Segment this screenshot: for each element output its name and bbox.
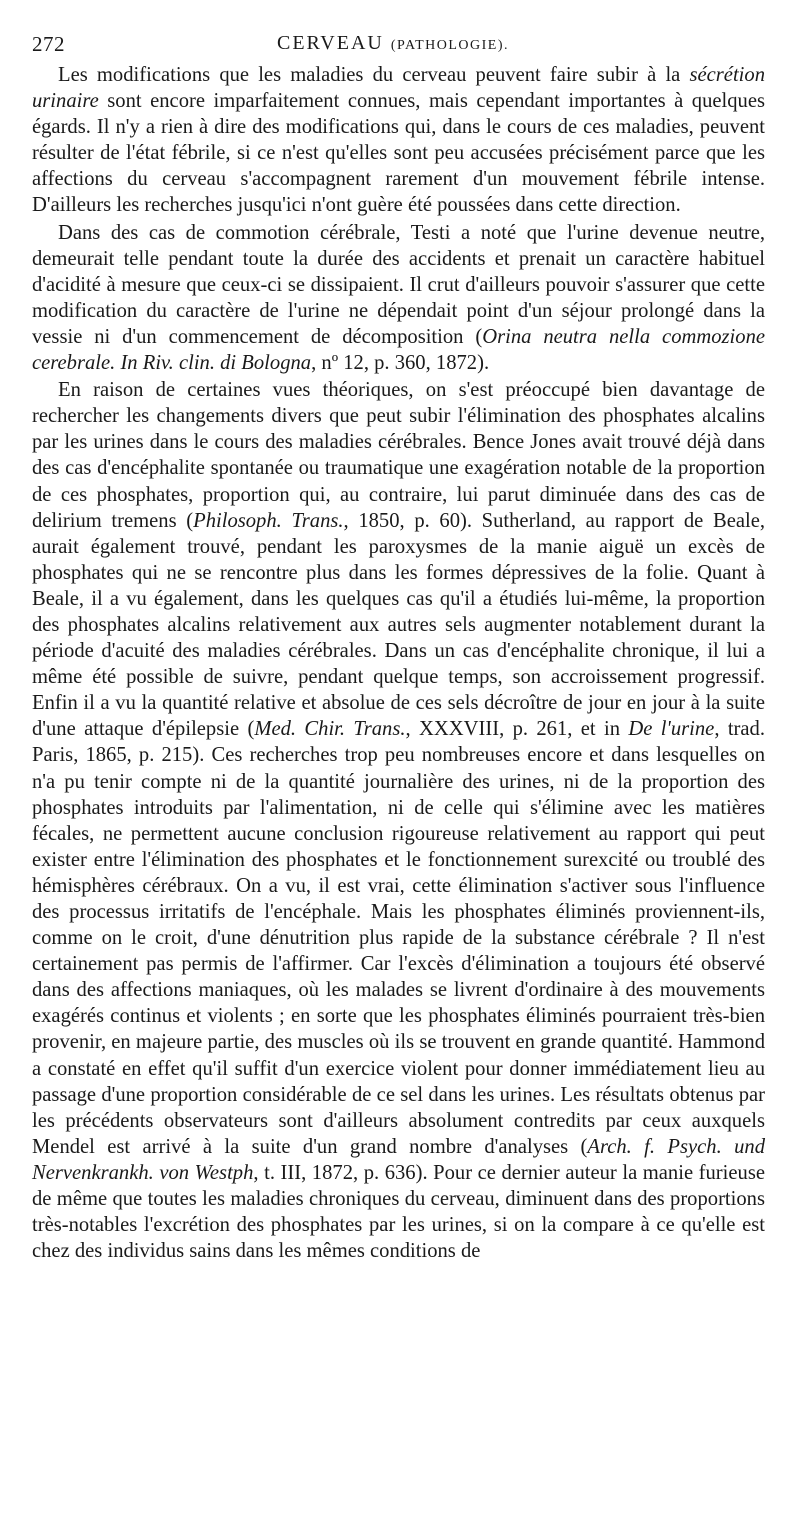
text-run: Dans des cas de commotion cérébrale, Testi a noté que l'urine devenue neutre, demeurait telle pendant toute la durée des accidents et prenait un caractère habituel d'acidité à mesure que ceux-ci se dissipaient. Il crut d'ailleurs pouvoir s'assurer que cette modification du caractère de l'urine ne dépendait point d'un séjour prolongé dans la vessie ni d'un commencement de décomposition ( — [32, 221, 765, 348]
italic-citation: De l'urine — [628, 718, 715, 741]
text-run: Les modifications que les maladies du cerveau peuvent faire subir à la — [58, 64, 690, 86]
italic-citation: sécrétion urinaire — [32, 64, 765, 113]
running-head-title: CERVEAU — [277, 32, 384, 54]
italic-citation: Orina neutra nella commozione cerebrale. In Riv. clin. di Bologna — [32, 325, 766, 375]
italic-citation: Philosoph. Trans. — [193, 509, 344, 532]
body-text — [32, 62, 765, 1264]
text-run: , nº 12, p. 360, 1872). — [311, 352, 490, 375]
text-run: En raison de certaines vues théoriques, on s'est préoccupé bien davantage de rechercher les changements divers que peut subir l'élimination des phosphates alcalins par les urines dans le cours des maladies cérébrales. Bence Jones avait trouvé déjà dans des cas d'encéphalite spontanée ou traumatique une exagération notable de la proportion de ces phosphates, proportion qui, au contraire, lui parut diminuée dans des cas de delirium tremens ( — [32, 379, 765, 532]
running-head-subtitle: (PATHOLOGIE). — [390, 38, 509, 53]
text-run: , t. III, 1872, p. 636). Pour ce dernier auteur la manie furieuse de même que toutes les maladies chroniques du cerveau, diminuent dans des proportions très-notables l'excrétion des phosphates par les urines, si on la compare à ce qu'elle est chez des individus sains dans les mêmes conditions de — [32, 1161, 765, 1263]
text-run: , XXXVIII, p. 261, et in — [405, 718, 629, 741]
paragraph — [32, 377, 765, 1264]
italic-citation: Med. Chir. Trans. — [254, 718, 406, 741]
paragraph — [32, 62, 765, 219]
italic-citation: Arch. f. Psych. und Nervenkrankh. von Westph — [32, 1135, 765, 1184]
text-run: , 1850, p. 60). Sutherland, au rapport de Beale, aurait également trouvé, pendant les paroxysmes de la manie aiguë un excès de phosphates qui ne se rencontre plus dans les formes dépressives de la folie. Quant à Beale, il a vu également, dans les quelques cas qu'il a étudiés lui-même, la proportion des phosphates alcalins relativement aux autres sels augmenter notablement durant la période d'acuité des maladies cérébrales. Dans un cas d'encéphalite chronique, il lui a même été possible de suivre, pendant quelque temps, son accroissement progressif. Enfin il a vu la quantité relative et absolue de ces sels décroître de jour en jour à la suite d'une attaque d'épilepsie ( — [32, 509, 765, 741]
text-run: sont encore imparfaitement connues, mais cependant importantes à quelques égards. Il n'y a rien à dire des modifications qui, dans le cours de ces maladies, peuvent résulter de l'état fébrile, si ce n'est qu'elles sont peu accusées précisément parce que les affections du cerveau s'accompagnent rarement d'un mouvement fébrile intense. D'ailleurs les recherches jusqu'ici n'ont guère été poussées dans cette direction. — [32, 90, 765, 217]
running-head — [277, 32, 509, 55]
page-number: 272 — [32, 32, 65, 56]
paragraph — [32, 220, 765, 377]
page-header — [32, 28, 762, 58]
text-run: , trad. Paris, 1865, p. 215). Ces recherches trop peu nombreuses encore et dans lesquelles on n'a pu tenir compte ni de la quantité journalière des urines, ni de la proportion des phosphates introduits par l'alimentation, ni de celle qui s'élimine avec les matières fécales, ne permettent aucune conclusion rigoureuse relativement au rapport qui peut exister entre l'élimination des phosphates et le fonctionnement surexcité ou troublé des hémisphères cérébraux. On a vu, il est vrai, cette élimination s'activer sous l'influence des processus irritatifs de l'encéphale. Mais les phosphates éliminés proviennent-ils, comme on le croit, d'une dénutrition plus rapide de la substance cérébrale ? Il n'est certainement pas permis de l'affirmer. Car l'excès d'élimination a toujours été observé dans des affections maniaques, où les malades se livrent d'ordinaire à des mouvements exagérés continus et violents ; en sorte que les phosphates éliminés pourraient très-bien provenir, en majeure partie, des muscles où ils se trouvent en grande quantité. Hammond a constaté en effet qu'il suffit d'un exercice violent pour donner immédiatement lieu au passage d'une proportion considérable de ce sel dans les urines. Les résultats obtenus par les précédents observateurs sont d'ailleurs absolument contredits par ceux auxquels Mendel est arrivé à la suite d'un grand nombre d'analyses ( — [32, 718, 765, 1158]
